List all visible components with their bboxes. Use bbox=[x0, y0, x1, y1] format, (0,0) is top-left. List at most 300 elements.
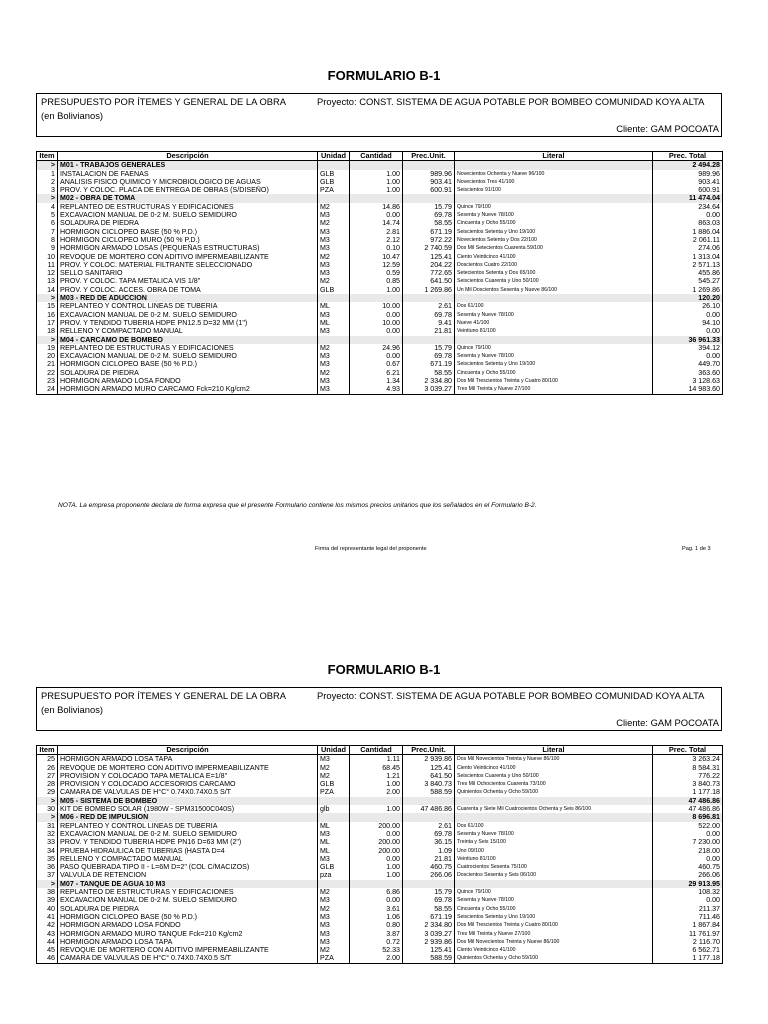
cell-quantity: 6.21 bbox=[350, 369, 403, 377]
cell-literal: Sesenta y Nueve 78/100 bbox=[455, 352, 653, 360]
cell-unit-price: 903.41 bbox=[403, 178, 455, 186]
cell-unit-price: 15.79 bbox=[403, 888, 455, 896]
cell-unit-price: 2 334.80 bbox=[403, 921, 455, 929]
table-row bbox=[37, 888, 723, 896]
cell-quantity bbox=[350, 797, 403, 805]
group-row bbox=[37, 880, 723, 888]
cell-quantity: 3.61 bbox=[350, 905, 403, 913]
table-row bbox=[37, 228, 723, 236]
table-row bbox=[37, 178, 723, 186]
cell-description: REPLANTEO Y CONTROL LINEAS DE TUBERIA bbox=[58, 302, 318, 310]
project-name: Proyecto: CONST. SISTEMA DE AGUA POTABLE POR BOMBEO COMUNIDAD KOYA ALTA bbox=[317, 96, 705, 107]
cell-description: EXCAVACION MANUAL DE 0-2 M. SUELO SEMIDURO bbox=[58, 830, 318, 838]
cell-literal: Cincuenta y Ocho 55/100 bbox=[455, 369, 653, 377]
table-row bbox=[37, 772, 723, 780]
cell-unit-price: 58.55 bbox=[403, 219, 455, 227]
cell-unit: M3 bbox=[318, 327, 350, 335]
cell-description: HORMIGON ARMADO LOSA FONDO bbox=[58, 921, 318, 929]
cell-unit-price: 2 939.86 bbox=[403, 755, 455, 764]
cell-total: 1 269.86 bbox=[653, 286, 723, 294]
cell-unit bbox=[318, 813, 350, 821]
cell-item: 14 bbox=[37, 286, 58, 294]
cell-total: 989.96 bbox=[653, 170, 723, 178]
cell-unit: M3 bbox=[318, 377, 350, 385]
cell-description: PROV. Y COLOC. MATERIAL FILTRANTE SELECCIONADO bbox=[58, 261, 318, 269]
cell-unit-price: 2 334.80 bbox=[403, 377, 455, 385]
cell-total: 455.86 bbox=[653, 269, 723, 277]
cell-quantity: 1.00 bbox=[350, 170, 403, 178]
cell-unit: PZA bbox=[318, 788, 350, 796]
cell-literal: Dos Mil Novecientos Treinta y Nueve 86/100 bbox=[455, 755, 653, 764]
cell-item: 45 bbox=[37, 946, 58, 954]
page-number: Pag. 1 de 3 bbox=[682, 546, 711, 552]
cell-unit-price: 989.96 bbox=[403, 170, 455, 178]
cell-quantity: 200.00 bbox=[350, 847, 403, 855]
cell-unit-price: 1 269.86 bbox=[403, 286, 455, 294]
cell-unit-price bbox=[403, 194, 455, 202]
table-row bbox=[37, 352, 723, 360]
cell-item: 7 bbox=[37, 228, 58, 236]
cell-literal: Cuatrocientos Sesenta 75/100 bbox=[455, 863, 653, 871]
cell-description: M04 - CARCAMO DE BOMBEO bbox=[58, 336, 318, 344]
cell-quantity: 2.00 bbox=[350, 954, 403, 963]
cell-item: 18 bbox=[37, 327, 58, 335]
cell-quantity: 0.00 bbox=[350, 311, 403, 319]
table-row bbox=[37, 344, 723, 352]
cell-item: 27 bbox=[37, 772, 58, 780]
cell-description: PROV. Y COLOC. PLACA DE ENTREGA DE OBRAS (S/DISEÑO) bbox=[58, 186, 318, 194]
cell-total: 108.32 bbox=[653, 888, 723, 896]
cell-unit: ML bbox=[318, 302, 350, 310]
table-row bbox=[37, 186, 723, 194]
cell-unit-price: 2.61 bbox=[403, 822, 455, 830]
cell-literal: Seiscientos Setenta y Uno 19/100 bbox=[455, 228, 653, 236]
cell-quantity: 10.47 bbox=[350, 253, 403, 261]
cell-unit-price: 15.79 bbox=[403, 203, 455, 211]
cell-unit-price bbox=[403, 161, 455, 170]
cell-unit: M2 bbox=[318, 946, 350, 954]
cell-unit: M3 bbox=[318, 938, 350, 946]
form-title: FORMULARIO B-1 bbox=[327, 68, 441, 83]
cell-quantity: 1.21 bbox=[350, 772, 403, 780]
cell-literal: Novecientos Ochenta y Nueve 96/100 bbox=[455, 170, 653, 178]
col-unit-price: Prec.Unit. bbox=[403, 746, 455, 755]
col-total: Prec. Total bbox=[653, 746, 723, 755]
cell-unit: M3 bbox=[318, 896, 350, 904]
cell-quantity: 0.00 bbox=[350, 830, 403, 838]
cell-item: 36 bbox=[37, 863, 58, 871]
cell-unit-price: 2 740.59 bbox=[403, 244, 455, 252]
cell-literal: Novecientos Setenta y Dos 22/100 bbox=[455, 236, 653, 244]
cell-total: 47 486.86 bbox=[653, 797, 723, 805]
table-row bbox=[37, 863, 723, 871]
cell-item: 42 bbox=[37, 921, 58, 929]
cell-unit-price: 9.41 bbox=[403, 319, 455, 327]
cell-item: > bbox=[37, 880, 58, 888]
cell-description: ANALISIS FISICO QUIMICO Y MICROBIOLOGICO DE AGUAS bbox=[58, 178, 318, 186]
cell-unit: M2 bbox=[318, 277, 350, 285]
table-row bbox=[37, 788, 723, 796]
cell-item: 11 bbox=[37, 261, 58, 269]
cell-literal: Sesenta y Nueve 78/100 bbox=[455, 830, 653, 838]
cell-literal: Seiscientos 91/100 bbox=[455, 186, 653, 194]
cell-unit: M3 bbox=[318, 385, 350, 394]
cell-description: REVOQUE DE MORTERO CON ADITIVO IMPERMEABILIZANTE bbox=[58, 946, 318, 954]
table-row bbox=[37, 838, 723, 846]
cell-unit: PZA bbox=[318, 186, 350, 194]
cell-literal: Un Mil Doscientos Sesenta y Nueve 86/100 bbox=[455, 286, 653, 294]
cell-item: 2 bbox=[37, 178, 58, 186]
cell-literal: Veintiuno 81/100 bbox=[455, 327, 653, 335]
cell-literal: Quince 79/100 bbox=[455, 888, 653, 896]
table-row bbox=[37, 938, 723, 946]
form-title: FORMULARIO B-1 bbox=[327, 662, 441, 677]
project-name: Proyecto: CONST. SISTEMA DE AGUA POTABLE POR BOMBEO COMUNIDAD KOYA ALTA bbox=[317, 690, 705, 701]
cell-literal: Ciento Veinticinco 41/100 bbox=[455, 253, 653, 261]
cell-literal: Dos 61/100 bbox=[455, 302, 653, 310]
cell-total: 8 584.31 bbox=[653, 764, 723, 772]
cell-quantity: 1.00 bbox=[350, 780, 403, 788]
cell-total: 274.06 bbox=[653, 244, 723, 252]
cell-total: 3 263.24 bbox=[653, 755, 723, 764]
cell-total: 36 961.33 bbox=[653, 336, 723, 344]
cell-quantity: 0.80 bbox=[350, 921, 403, 929]
cell-unit bbox=[318, 336, 350, 344]
cell-quantity bbox=[350, 336, 403, 344]
cell-literal: Nueve 41/100 bbox=[455, 319, 653, 327]
cell-unit-price: 58.55 bbox=[403, 369, 455, 377]
table-row bbox=[37, 253, 723, 261]
cell-item: 38 bbox=[37, 888, 58, 896]
table-row bbox=[37, 830, 723, 838]
col-unit: Unidad bbox=[318, 746, 350, 755]
cell-quantity: 2.12 bbox=[350, 236, 403, 244]
cell-total: 1 886.04 bbox=[653, 228, 723, 236]
cell-total: 1 313.04 bbox=[653, 253, 723, 261]
cell-quantity bbox=[350, 161, 403, 170]
cell-description: M07 - TANQUE DE AGUA 10 M3 bbox=[58, 880, 318, 888]
cell-unit bbox=[318, 797, 350, 805]
cell-unit-price: 641.50 bbox=[403, 277, 455, 285]
group-row bbox=[37, 294, 723, 302]
cell-quantity: 200.00 bbox=[350, 822, 403, 830]
group-row bbox=[37, 194, 723, 202]
cell-total: 0.00 bbox=[653, 311, 723, 319]
cell-unit: ML bbox=[318, 838, 350, 846]
cell-total: 120.20 bbox=[653, 294, 723, 302]
cell-description: PASO QUEBRADA TIPO II - L=6M D=2" (COL C/MACIZOS) bbox=[58, 863, 318, 871]
cell-quantity: 3.87 bbox=[350, 930, 403, 938]
cell-quantity: 12.59 bbox=[350, 261, 403, 269]
cell-unit-price: 600.91 bbox=[403, 186, 455, 194]
table-row bbox=[37, 847, 723, 855]
cell-item: 17 bbox=[37, 319, 58, 327]
cell-description: REPLANTEO DE ESTRUCTURAS Y EDIFICACIONES bbox=[58, 888, 318, 896]
cell-literal: Dos Mil Trescientos Treinta y Cuatro 80/100 bbox=[455, 377, 653, 385]
cell-literal: Uno 09/100 bbox=[455, 847, 653, 855]
cell-unit-price: 772.65 bbox=[403, 269, 455, 277]
cell-total: 711.46 bbox=[653, 913, 723, 921]
cell-item: 43 bbox=[37, 930, 58, 938]
cell-unit: M2 bbox=[318, 219, 350, 227]
cell-literal: Treinta y Seis 15/100 bbox=[455, 838, 653, 846]
cell-item: 12 bbox=[37, 269, 58, 277]
cell-item: 40 bbox=[37, 905, 58, 913]
table-row bbox=[37, 170, 723, 178]
table-row bbox=[37, 236, 723, 244]
cell-unit: M3 bbox=[318, 228, 350, 236]
cell-literal: Quince 79/100 bbox=[455, 203, 653, 211]
cell-description: HORMIGON CICLOPEO BASE (50 % P.D.) bbox=[58, 913, 318, 921]
cell-item: > bbox=[37, 336, 58, 344]
cell-unit: M3 bbox=[318, 269, 350, 277]
cell-unit: M3 bbox=[318, 236, 350, 244]
cell-description: EXCAVACION MANUAL DE 0-2 M. SUELO SEMIDURO bbox=[58, 311, 318, 319]
cell-unit: ML bbox=[318, 847, 350, 855]
cell-unit-price bbox=[403, 336, 455, 344]
group-row bbox=[37, 336, 723, 344]
cell-literal bbox=[455, 797, 653, 805]
cell-quantity: 0.00 bbox=[350, 211, 403, 219]
cell-quantity: 10.00 bbox=[350, 319, 403, 327]
group-row bbox=[37, 813, 723, 821]
table-row bbox=[37, 755, 723, 764]
cell-total: 0.00 bbox=[653, 896, 723, 904]
cell-literal: Sesenta y Nueve 78/100 bbox=[455, 896, 653, 904]
cell-unit-price: 2.61 bbox=[403, 302, 455, 310]
cell-unit bbox=[318, 161, 350, 170]
cell-unit: M3 bbox=[318, 311, 350, 319]
cell-unit-price: 69.78 bbox=[403, 352, 455, 360]
cell-literal: Dos Mil Trescientos Treinta y Cuatro 80/100 bbox=[455, 921, 653, 929]
header-line1: PRESUPUESTO POR ÍTEMES Y GENERAL DE LA OBRA bbox=[41, 690, 287, 701]
cell-item: 46 bbox=[37, 954, 58, 963]
cell-description: HORMIGON ARMADO MURO CARCAMO Fck=210 Kg/cm2 bbox=[58, 385, 318, 394]
cell-quantity: 14.74 bbox=[350, 219, 403, 227]
cell-total: 863.03 bbox=[653, 219, 723, 227]
cell-unit-price: 3 840.73 bbox=[403, 780, 455, 788]
cell-unit-price: 125.41 bbox=[403, 946, 455, 954]
table-row bbox=[37, 277, 723, 285]
cell-item: 3 bbox=[37, 186, 58, 194]
table-row bbox=[37, 954, 723, 963]
budget-table bbox=[36, 151, 723, 395]
cell-total: 7 230.00 bbox=[653, 838, 723, 846]
cell-quantity: 0.85 bbox=[350, 277, 403, 285]
cell-unit-price: 671.19 bbox=[403, 360, 455, 368]
cell-literal: Cuarenta y Siete Mil Cuatrocientos Ochenta y Seis 86/100 bbox=[455, 805, 653, 813]
cell-total: 11 761.97 bbox=[653, 930, 723, 938]
cell-item: 28 bbox=[37, 780, 58, 788]
cell-item: 31 bbox=[37, 822, 58, 830]
cell-unit-price: 47 486.86 bbox=[403, 805, 455, 813]
table-row bbox=[37, 946, 723, 954]
cell-description: M01 - TRABAJOS GENERALES bbox=[58, 161, 318, 170]
cell-unit: M2 bbox=[318, 344, 350, 352]
table-header-row bbox=[37, 152, 723, 161]
cell-quantity: 6.86 bbox=[350, 888, 403, 896]
cell-quantity: 1.11 bbox=[350, 755, 403, 764]
header-line2: (en Bolivianos) bbox=[41, 704, 104, 715]
cell-unit: GLB bbox=[318, 863, 350, 871]
cell-item: > bbox=[37, 194, 58, 202]
cell-total: 2 061.11 bbox=[653, 236, 723, 244]
col-quantity: Cantidad bbox=[350, 152, 403, 161]
cell-total: 903.41 bbox=[653, 178, 723, 186]
cell-total: 211.37 bbox=[653, 905, 723, 913]
cell-description: RELLENO Y COMPACTADO MANUAL bbox=[58, 327, 318, 335]
cell-unit: GLB bbox=[318, 170, 350, 178]
col-item: Item bbox=[37, 746, 58, 755]
cell-description: HORMIGON CICLOPEO BASE (50 % P.D.) bbox=[58, 360, 318, 368]
cell-unit: M2 bbox=[318, 369, 350, 377]
col-total: Prec. Total bbox=[653, 152, 723, 161]
cell-quantity bbox=[350, 880, 403, 888]
header-box bbox=[36, 687, 722, 731]
cell-unit-price: 671.19 bbox=[403, 913, 455, 921]
cell-unit: M3 bbox=[318, 830, 350, 838]
cell-total: 1 177.18 bbox=[653, 788, 723, 796]
cell-total: 94.10 bbox=[653, 319, 723, 327]
table-row bbox=[37, 921, 723, 929]
cell-unit bbox=[318, 194, 350, 202]
cell-unit: pza bbox=[318, 871, 350, 879]
cell-description: PROVISION Y COLOCADO ACCESORIOS CARCAMO bbox=[58, 780, 318, 788]
cell-description: HORMIGON ARMADO LOSA FONDO bbox=[58, 377, 318, 385]
cell-item: 20 bbox=[37, 352, 58, 360]
cell-description: HORMIGON ARMADO LOSA TAPA bbox=[58, 755, 318, 764]
cell-item: 24 bbox=[37, 385, 58, 394]
table-body bbox=[37, 755, 723, 963]
cell-total: 545.27 bbox=[653, 277, 723, 285]
cell-unit-price: 36.15 bbox=[403, 838, 455, 846]
table-row bbox=[37, 360, 723, 368]
cell-unit-price: 69.78 bbox=[403, 311, 455, 319]
cell-unit-price bbox=[403, 880, 455, 888]
table-row bbox=[37, 327, 723, 335]
cell-quantity: 4.93 bbox=[350, 385, 403, 394]
cell-total: 460.75 bbox=[653, 863, 723, 871]
cell-unit: M2 bbox=[318, 905, 350, 913]
cell-total: 234.64 bbox=[653, 203, 723, 211]
cell-unit: M3 bbox=[318, 211, 350, 219]
cell-quantity: 1.00 bbox=[350, 186, 403, 194]
cell-quantity: 14.86 bbox=[350, 203, 403, 211]
cell-unit: M2 bbox=[318, 203, 350, 211]
cell-literal: Seiscientos Setenta y Uno 19/100 bbox=[455, 913, 653, 921]
cell-total: 26.10 bbox=[653, 302, 723, 310]
cell-unit-price: 125.41 bbox=[403, 764, 455, 772]
cell-description: M02 - OBRA DE TOMA bbox=[58, 194, 318, 202]
cell-literal: Dos Mil Setecientos Cuarenta 59/100 bbox=[455, 244, 653, 252]
cell-description: INSTALACION DE FAENAS bbox=[58, 170, 318, 178]
cell-quantity: 200.00 bbox=[350, 838, 403, 846]
cell-description: HORMIGON ARMADO LOSAS (PEQUEÑAS ESTRUCTURAS) bbox=[58, 244, 318, 252]
cell-unit bbox=[318, 880, 350, 888]
table-row bbox=[37, 219, 723, 227]
cell-description: SELLO SANITARIO bbox=[58, 269, 318, 277]
cell-literal bbox=[455, 880, 653, 888]
cell-quantity: 1.00 bbox=[350, 178, 403, 186]
cell-item: 34 bbox=[37, 847, 58, 855]
cell-item: 13 bbox=[37, 277, 58, 285]
cell-quantity: 0.10 bbox=[350, 244, 403, 252]
cell-description: PROV. Y TENDIDO TUBERIA HDPE PN16 D=63 MM (2") bbox=[58, 838, 318, 846]
table-row bbox=[37, 261, 723, 269]
cell-item: 25 bbox=[37, 755, 58, 764]
cell-unit: M2 bbox=[318, 772, 350, 780]
cell-total: 0.00 bbox=[653, 327, 723, 335]
cell-quantity: 24.96 bbox=[350, 344, 403, 352]
cell-unit-price: 671.19 bbox=[403, 228, 455, 236]
cell-item: 41 bbox=[37, 913, 58, 921]
cell-description: M06 - RED DE IMPULSION bbox=[58, 813, 318, 821]
cell-description: REPLANTEO DE ESTRUCTURAS Y EDIFICACIONES bbox=[58, 344, 318, 352]
cell-literal bbox=[455, 194, 653, 202]
cell-item: 1 bbox=[37, 170, 58, 178]
cell-unit-price: 21.81 bbox=[403, 327, 455, 335]
table-row bbox=[37, 385, 723, 394]
cell-item: 29 bbox=[37, 788, 58, 796]
cell-total: 47 486.86 bbox=[653, 805, 723, 813]
cell-total: 218.00 bbox=[653, 847, 723, 855]
cell-literal: Setecientos Setenta y Dos 65/100 bbox=[455, 269, 653, 277]
cell-literal: Quinientos Ochenta y Ocho 59/100 bbox=[455, 954, 653, 963]
cell-literal bbox=[455, 336, 653, 344]
cell-quantity: 1.00 bbox=[350, 863, 403, 871]
cell-description: KIT DE BOMBEO SOLAR (1980W - SPM31500C040S) bbox=[58, 805, 318, 813]
group-row bbox=[37, 797, 723, 805]
cell-description: HORMIGON ARMADO MURO TANQUE Fck=210 Kg/cm2 bbox=[58, 930, 318, 938]
cell-description: HORMIGON CICLOPEO MURO (50 % P.D.) bbox=[58, 236, 318, 244]
cell-item: 10 bbox=[37, 253, 58, 261]
cell-unit-price: 460.75 bbox=[403, 863, 455, 871]
cell-unit-price: 69.78 bbox=[403, 830, 455, 838]
cell-unit: M3 bbox=[318, 352, 350, 360]
cell-quantity bbox=[350, 194, 403, 202]
cell-quantity: 1.00 bbox=[350, 871, 403, 879]
cell-literal bbox=[455, 161, 653, 170]
cell-total: 0.00 bbox=[653, 211, 723, 219]
cell-unit-price: 588.59 bbox=[403, 788, 455, 796]
cell-total: 2 116.70 bbox=[653, 938, 723, 946]
cell-item: 23 bbox=[37, 377, 58, 385]
cell-literal: Tres Mil Treinta y Nueve 27/100 bbox=[455, 385, 653, 394]
cell-total: 3 128.63 bbox=[653, 377, 723, 385]
cell-quantity: 0.00 bbox=[350, 896, 403, 904]
cell-unit: M2 bbox=[318, 888, 350, 896]
cell-item: 32 bbox=[37, 830, 58, 838]
cell-literal: Quinientos Ochenta y Ocho 59/100 bbox=[455, 788, 653, 796]
cell-item: 6 bbox=[37, 219, 58, 227]
cell-description: EXCAVACION MANUAL DE 0-2 M. SUELO SEMIDURO bbox=[58, 896, 318, 904]
cell-unit-price bbox=[403, 813, 455, 821]
table-row bbox=[37, 780, 723, 788]
cell-item: 39 bbox=[37, 896, 58, 904]
cell-item: > bbox=[37, 161, 58, 170]
cell-unit-price: 125.41 bbox=[403, 253, 455, 261]
cell-description: CAMARA DE VALVULAS DE H°C° 0.74X0.74X0.5 S/T bbox=[58, 788, 318, 796]
page-2 bbox=[0, 590, 768, 1024]
cell-quantity: 1.00 bbox=[350, 286, 403, 294]
cell-unit: M3 bbox=[318, 855, 350, 863]
cell-unit-price: 266.06 bbox=[403, 871, 455, 879]
col-literal: Literal bbox=[455, 152, 653, 161]
cell-quantity: 0.00 bbox=[350, 352, 403, 360]
nota-text: NOTA. La empresa proponente declara de forma expresa que el presente Formulario contiene los mismos precios unitarios que los señalados en el Formulario B-2. bbox=[58, 502, 537, 509]
cell-description: RELLENO Y COMPACTADO MANUAL bbox=[58, 855, 318, 863]
cell-quantity: 0.00 bbox=[350, 855, 403, 863]
